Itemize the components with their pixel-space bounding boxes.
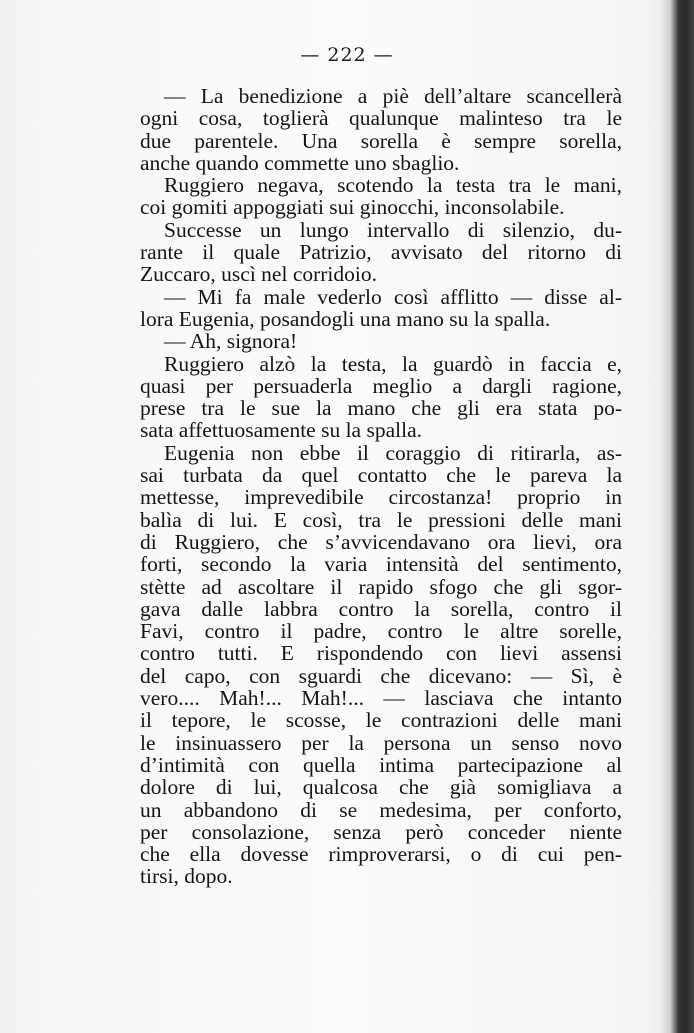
- text-line: Ruggiero negava, scotendo la testa tra le mani,: [164, 173, 622, 198]
- text-line: dolore di lui, qualcosa che già somigliava a: [140, 775, 622, 800]
- text-line: anche quando commette uno sbaglio.: [140, 150, 460, 175]
- text-line: vero.... Mah!... Mah!... — lasciava che intanto: [140, 686, 622, 711]
- text-line: — Ah, signora!: [164, 329, 298, 354]
- text-line: le insinuassero per la persona un senso novo: [140, 730, 622, 755]
- text-line: rante il quale Patrizio, avvisato del ritorno di: [140, 240, 622, 265]
- text-line: ogni cosa, toglierà qualunque malinteso tra le: [140, 106, 622, 131]
- text-line: di Ruggiero, che s’avvicendavano ora lievi, ora: [140, 529, 622, 554]
- text-line: gava dalle labbra contro la sorella, contro il: [140, 596, 622, 621]
- text-line: contro tutti. E rispondendo con lievi assensi: [140, 641, 622, 666]
- text-line: sai turbata da quel contatto che le pareva la: [140, 463, 622, 488]
- text-line: quasi per persuaderla meglio a dargli ragione,: [140, 373, 622, 398]
- page-number: — 222 —: [300, 44, 394, 66]
- text-line: che ella dovesse rimproverarsi, o di cui pen-: [140, 842, 622, 867]
- text-line: — Mi fa male vederlo così afflitto — disse al-: [164, 284, 622, 309]
- text-line: mettesse, imprevedibile circostanza! proprio in: [140, 485, 622, 510]
- text-line: Eugenia non ebbe il coraggio di ritirarla, as-: [164, 440, 622, 465]
- text-line: due parentele. Una sorella è sempre sorella,: [140, 128, 622, 153]
- text-line: Successe un lungo intervallo di silenzio, du-: [164, 217, 622, 242]
- text-line: forti, secondo la varia intensità del sentimento,: [140, 552, 622, 577]
- text-line: coi gomiti appoggiati sui ginocchi, inconsolabile.: [140, 195, 565, 220]
- text-line: prese tra le sue la mano che gli era stata po-: [140, 396, 622, 421]
- body-text: [140, 85, 622, 888]
- text-line: sata affettuosamente su la spalla.: [140, 418, 422, 443]
- text-line: tirsi, dopo.: [140, 864, 233, 889]
- text-line: il tepore, le scosse, le contrazioni delle mani: [140, 708, 622, 733]
- text-line: un abbandono di se medesima, per conforto,: [140, 797, 622, 822]
- text-line: Ruggiero alzò la testa, la guardò in faccia e,: [164, 351, 622, 376]
- text-line: stètte ad ascoltare il rapido sfogo che gli sgor-: [140, 574, 622, 599]
- page-binding-shadow: [660, 0, 694, 1033]
- text-line: — La benedizione a piè dell’altare scancellerà: [164, 84, 622, 108]
- text-line: Zuccaro, uscì nel corridoio.: [140, 262, 378, 287]
- text-line: balìa di lui. E così, tra le pressioni delle mani: [140, 507, 622, 532]
- text-line: del capo, con sguardi che dicevano: — Sì, è: [140, 663, 622, 688]
- text-line: Favi, contro il padre, contro le altre sorelle,: [140, 619, 622, 644]
- text-line: per consolazione, senza però conceder niente: [140, 819, 622, 844]
- text-line: lora Eugenia, posandogli una mano su la spalla.: [140, 306, 551, 331]
- text-line: d’intimità con quella intima partecipazione al: [140, 752, 622, 777]
